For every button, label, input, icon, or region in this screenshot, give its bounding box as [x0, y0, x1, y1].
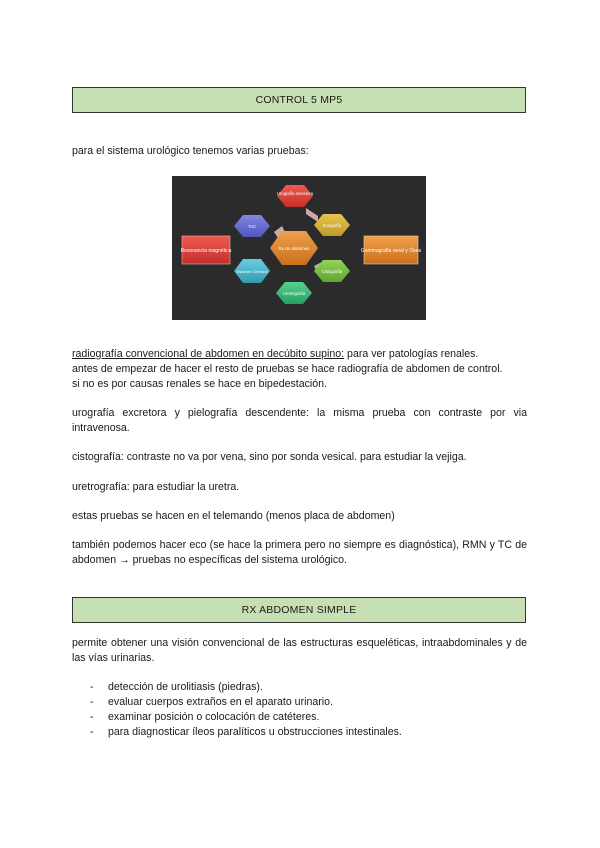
hex-top-label: Urografía excretora [276, 191, 314, 196]
list-item: - detección de urolitiasis (piedras). [90, 681, 263, 693]
intro-paragraph: para el sistema urológico tenemos varias pruebas: [72, 145, 309, 157]
paragraph-line: antes de empezar de hacer el resto de pruebas se hace radiografía de abdomen de control. [72, 363, 503, 375]
paragraph-text: para ver patologías renales. [344, 348, 479, 360]
bullet-dash: - [90, 711, 94, 723]
hex-right-bottom-label: Cistografía [321, 269, 343, 274]
hex-bottom-label: Uretrografía [282, 291, 306, 296]
side-box-left [181, 236, 232, 264]
paragraph-cistografia: cistografía: contraste no va por vena, sino por sonda vesical. para estudiar la vejiga. [72, 451, 467, 463]
hex-right-top-label: Ecografía [323, 223, 341, 228]
section-header-rx-abdomen [72, 597, 526, 623]
paragraph-line: si no es por causas renales se hace en bipedestación. [72, 378, 328, 390]
hex-right-top [314, 214, 350, 236]
hex-left-bottom [234, 259, 270, 283]
urology-tests-diagram [172, 176, 426, 320]
list-item: - para diagnosticar íleos paralíticos u obstrucciones intestinales. [90, 726, 402, 738]
hex-right-bottom [314, 260, 350, 282]
side-box-left-label: Resonancia magnética [180, 248, 232, 254]
list-item: - evaluar cuerpos extraños en el aparato urinario. [90, 696, 333, 708]
section-title: CONTROL 5 MP5 [255, 94, 343, 106]
hex-left-top [234, 215, 270, 237]
hex-center-label: Rx de abdomen [278, 246, 310, 251]
paragraph-radiografia [72, 347, 527, 362]
bullet-dash: - [90, 681, 94, 693]
section-title: RX ABDOMEN SIMPLE [241, 604, 357, 616]
section-header-control [72, 87, 526, 113]
side-box-right-label: Gammagrafía renal y Ósea [360, 248, 422, 254]
hex-top [277, 185, 314, 207]
paragraph-uretrografia: uretrografía: para estudiar la uretra. [72, 481, 240, 493]
side-box-right [361, 236, 422, 264]
paragraph-eco: también podemos hacer eco (se hace la primera pero no siempre es diagnóstica), RMN y TC de abdomen → pruebas no específicas del sistema urológico. [72, 539, 527, 566]
list-item: - examinar posición o colocación de catéteres. [90, 711, 320, 723]
bullet-dash: - [90, 726, 94, 738]
paragraph-telemando: estas pruebas se hacen en el telemando (menos placa de abdomen) [72, 510, 395, 522]
rx-intro-paragraph: permite obtener una visión convencional de las estructuras esqueléticas, intraabdominales y de las vías urinarias. [72, 637, 527, 664]
hex-left-top-label: TAC [247, 224, 257, 229]
hex-left-bottom-label: Escáner Cerebral [236, 269, 268, 274]
bullet-dash: - [90, 696, 94, 708]
hex-bottom [276, 282, 312, 304]
rx-uses-list [72, 680, 527, 740]
paragraph-urografia: urografía excretora y pielografía descendente: la misma prueba con contraste por via intravenosa. [72, 407, 527, 434]
underlined-term: radiografía convencional de abdomen en decúbito supino: [72, 348, 345, 360]
connector-shape [306, 208, 318, 222]
